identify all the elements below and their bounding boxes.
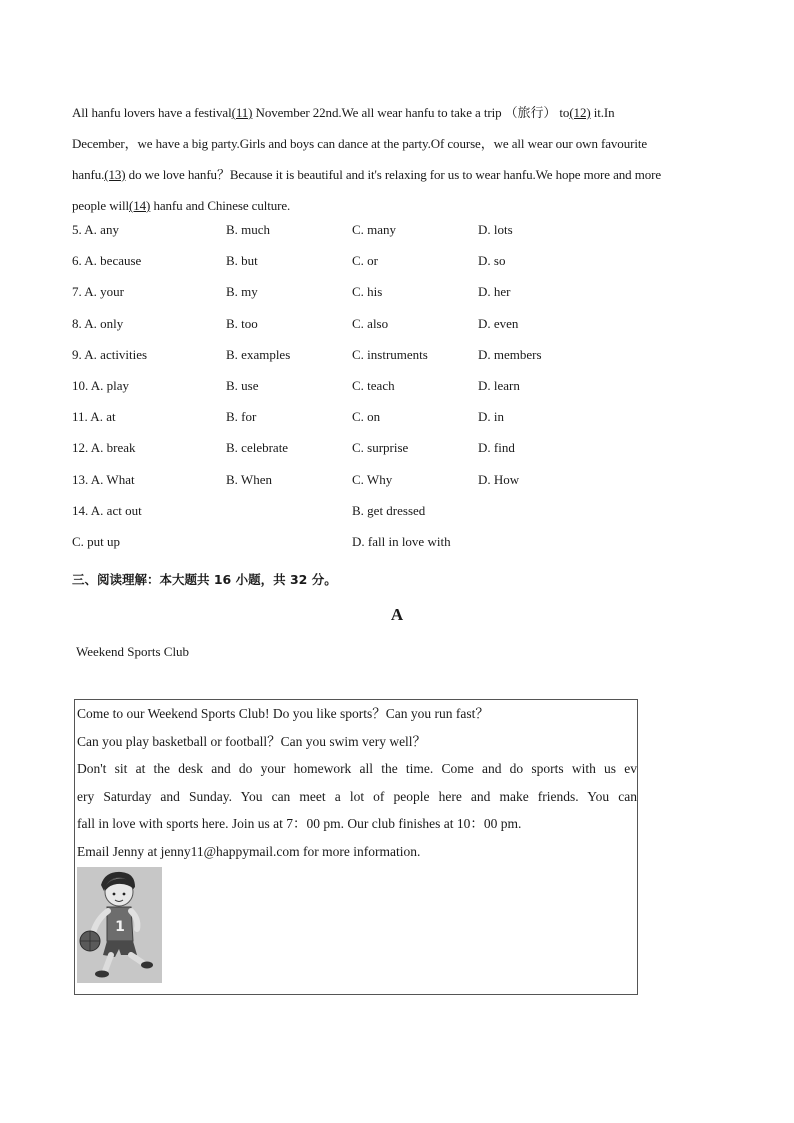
option-row: 12. A. break B. celebrate C. surprise D. find [72,440,515,456]
passage-line-3: hanfu.(13) do we love hanfu？Because it is beautiful and it's relaxing for us to wear hanfu.We hope more and more [72,167,661,182]
option-row: 9. A. activities B. examples C. instruments D. members [72,346,542,362]
option-row: 7. A. your B. my C. his D. her [72,284,511,300]
ad-line: fall in love with sports here. Join us at 7：00 pm. Our club finishes at 10：00 pm. [77,816,522,832]
ad-box [74,699,638,995]
passage-line-2: December，we have a big party.Girls and boys can dance at the party.Of course，we all wear our own favourite [72,136,648,151]
cloze-passage [72,97,722,221]
option-row: 6. A. because B. but C. or D. so [72,253,506,269]
ad-line: ery Saturday and Sunday. You can meet a lot of people here and make friends. You can [77,788,637,804]
ad-text [77,700,637,866]
option-row: 11. A. at B. for C. on D. in [72,409,504,425]
option-row-14b: C. put up D. fall in love with [72,533,451,549]
section-heading: 三、阅读理解：本大题共 16 小题，共 32 分。 [72,572,337,587]
option-row: 5. A. any B. much C. many D. lots [72,222,513,237]
option-row: 8. A. only B. too C. also D. even [72,315,519,331]
passage-line-1: All hanfu lovers have a festival(11) November 22nd.We all wear hanfu to take a trip （旅行） to(12) it.In [72,105,615,120]
blank-13: (13) [104,167,126,182]
option-row: 10. A. play B. use C. teach D. learn [72,377,520,393]
basketball-player-icon [77,867,162,983]
blank-14: (14) [129,198,151,213]
passage-letter: A [390,605,404,624]
passage-line-4: people will(14) hanfu and Chinese culture. [72,198,291,213]
ad-line: Can you play basketball or football？Can you swim very well？ [77,733,427,749]
blank-11: (11) [231,105,253,120]
ad-line: Come to our Weekend Sports Club! Do you like sports？Can you run fast？ [77,706,489,721]
options-list [72,222,722,565]
option-row-14a: 14. A. act out B. get dressed [72,502,426,518]
basketball-player-image [77,867,162,983]
option-row: 13. A. What B. When C. Why D. How [72,471,520,487]
svg-text:1: 1 [115,919,125,935]
ad-line: Email Jenny at jenny11@happymail.com for more information. [77,843,421,859]
club-title: Weekend Sports Club [76,644,190,659]
blank-12: (12) [569,105,591,120]
ad-line: Don't sit at the desk and do your homework all the time. Come and do sports with us ev [77,761,637,777]
